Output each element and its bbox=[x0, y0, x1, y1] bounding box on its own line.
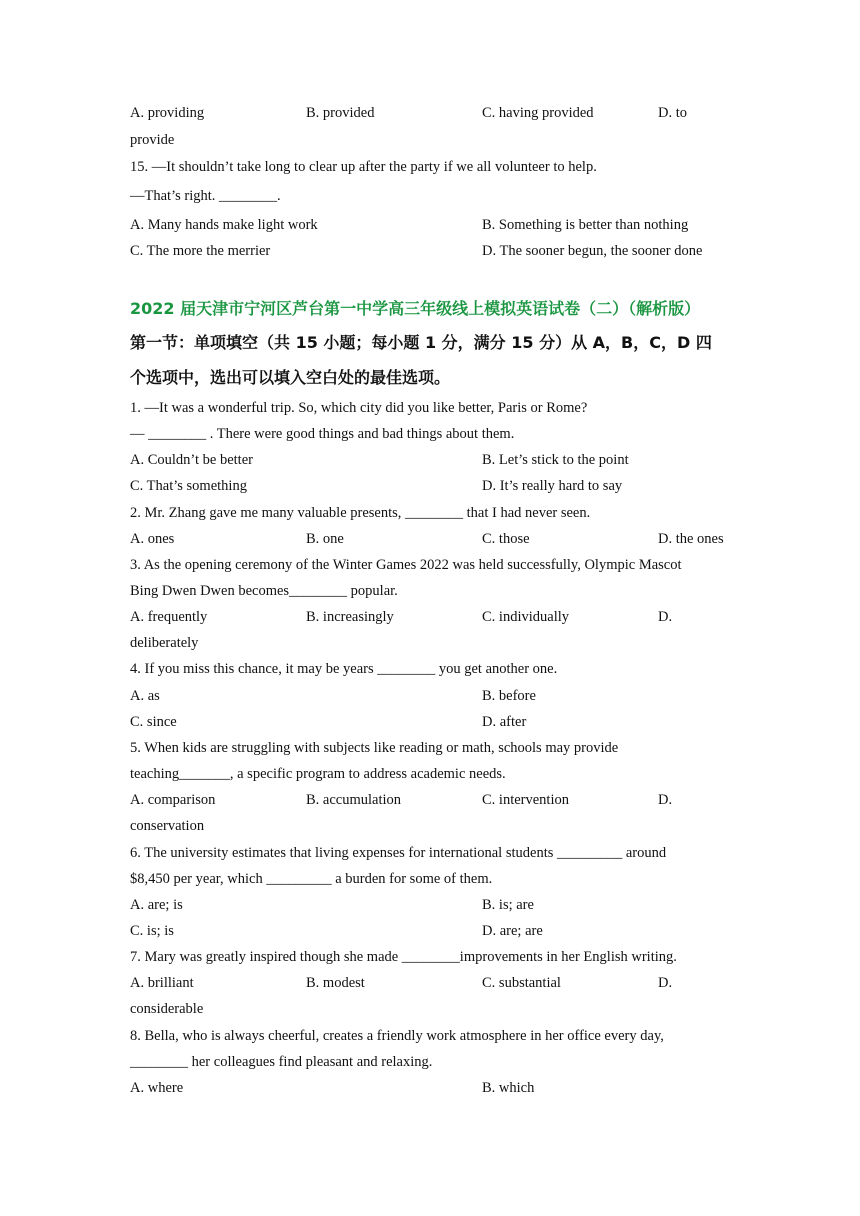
q3-option-b: B. increasingly bbox=[306, 609, 394, 625]
q7-option-d: D. bbox=[658, 975, 673, 991]
q5-stem-line1: 5. When kids are struggling with subjects like reading or math, schools may provide bbox=[130, 740, 619, 756]
q6-option-d: D. are; are bbox=[482, 923, 543, 939]
section-heading-line1: 第一节：单项填空（共 15 小题；每小题 1 分，满分 15 分）从 A，B，C，D 四 bbox=[130, 333, 712, 352]
q6-stem-line2: $8,450 per year, which _________ a burden for some of them. bbox=[130, 871, 493, 887]
q14-option-d: D. to bbox=[658, 105, 687, 121]
q6-stem-line1: 6. The university estimates that living expenses for international students _________ around bbox=[130, 845, 667, 861]
q2-stem: 2. Mr. Zhang gave me many valuable presents, ________ that I had never seen. bbox=[130, 505, 591, 521]
q15-option-d: D. The sooner begun, the sooner done bbox=[482, 243, 703, 259]
q7-option-a: A. brilliant bbox=[130, 975, 194, 991]
q14-option-d-wrap: provide bbox=[130, 132, 175, 148]
q5-option-c: C. intervention bbox=[482, 792, 569, 808]
q1-option-a: A. Couldn’t be better bbox=[130, 452, 253, 468]
q3-option-a: A. frequently bbox=[130, 609, 208, 625]
q4-option-a: A. as bbox=[130, 688, 160, 704]
q15-stem-line1: 15. —It shouldn’t take long to clear up after the party if we all volunteer to help. bbox=[130, 159, 597, 175]
q6-option-b: B. is; are bbox=[482, 897, 534, 913]
q1-option-c: C. That’s something bbox=[130, 478, 247, 494]
q8-stem-line1: 8. Bella, who is always cheerful, creates a friendly work atmosphere in her office every day, bbox=[130, 1028, 664, 1044]
q14-option-b: B. provided bbox=[306, 105, 375, 121]
q8-stem-line2: ________ her colleagues find pleasant and relaxing. bbox=[130, 1054, 433, 1070]
q1-option-d: D. It’s really hard to say bbox=[482, 478, 623, 494]
q2-option-b: B. one bbox=[306, 531, 344, 547]
q8-option-b: B. which bbox=[482, 1080, 535, 1096]
q3-option-d-wrap: deliberately bbox=[130, 635, 199, 651]
q3-option-c: C. individually bbox=[482, 609, 569, 625]
q8-option-a: A. where bbox=[130, 1080, 184, 1096]
q5-option-b: B. accumulation bbox=[306, 792, 402, 808]
q4-option-b: B. before bbox=[482, 688, 536, 704]
q15-option-a: A. Many hands make light work bbox=[130, 217, 318, 233]
q15-option-b: B. Something is better than nothing bbox=[482, 217, 689, 233]
q7-option-b: B. modest bbox=[306, 975, 365, 991]
q4-option-c: C. since bbox=[130, 714, 177, 730]
q5-option-d: D. bbox=[658, 792, 673, 808]
q4-option-d: D. after bbox=[482, 714, 527, 730]
q7-option-d-wrap: considerable bbox=[130, 1001, 204, 1017]
q1-stem-line2: — ________ . There were good things and bad things about them. bbox=[130, 426, 515, 442]
q1-option-b: B. Let’s stick to the point bbox=[482, 452, 629, 468]
q3-option-d: D. bbox=[658, 609, 673, 625]
q2-option-c: C. those bbox=[482, 531, 530, 547]
section-heading-line2: 个选项中，选出可以填入空白处的最佳选项。 bbox=[130, 368, 451, 387]
q5-option-a: A. comparison bbox=[130, 792, 216, 808]
q14-option-c: C. having provided bbox=[482, 105, 594, 121]
q5-stem-line2: teaching_______, a specific program to address academic needs. bbox=[130, 766, 506, 782]
q4-stem: 4. If you miss this chance, it may be years ________ you get another one. bbox=[130, 661, 558, 677]
q6-option-a: A. are; is bbox=[130, 897, 183, 913]
q2-option-d: D. the ones bbox=[658, 531, 724, 547]
q14-option-a: A. providing bbox=[130, 105, 205, 121]
q1-stem-line1: 1. —It was a wonderful trip. So, which city did you like better, Paris or Rome? bbox=[130, 400, 588, 416]
q7-option-c: C. substantial bbox=[482, 975, 561, 991]
q15-stem-line2: —That’s right. ________. bbox=[130, 188, 281, 204]
q6-option-c: C. is; is bbox=[130, 923, 174, 939]
q15-option-c: C. The more the merrier bbox=[130, 243, 271, 259]
exam-title: 2022 届天津市宁河区芦台第一中学高三年级线上模拟英语试卷（二）（解析版） bbox=[130, 299, 701, 318]
q2-option-a: A. ones bbox=[130, 531, 175, 547]
q3-stem-line1: 3. As the opening ceremony of the Winter Games 2022 was held successfully, Olympic Mascot bbox=[130, 557, 682, 573]
q7-stem: 7. Mary was greatly inspired though she made ________improvements in her English writing. bbox=[130, 949, 677, 965]
q3-stem-line2: Bing Dwen Dwen becomes________ popular. bbox=[130, 583, 398, 599]
q5-option-d-wrap: conservation bbox=[130, 818, 205, 834]
